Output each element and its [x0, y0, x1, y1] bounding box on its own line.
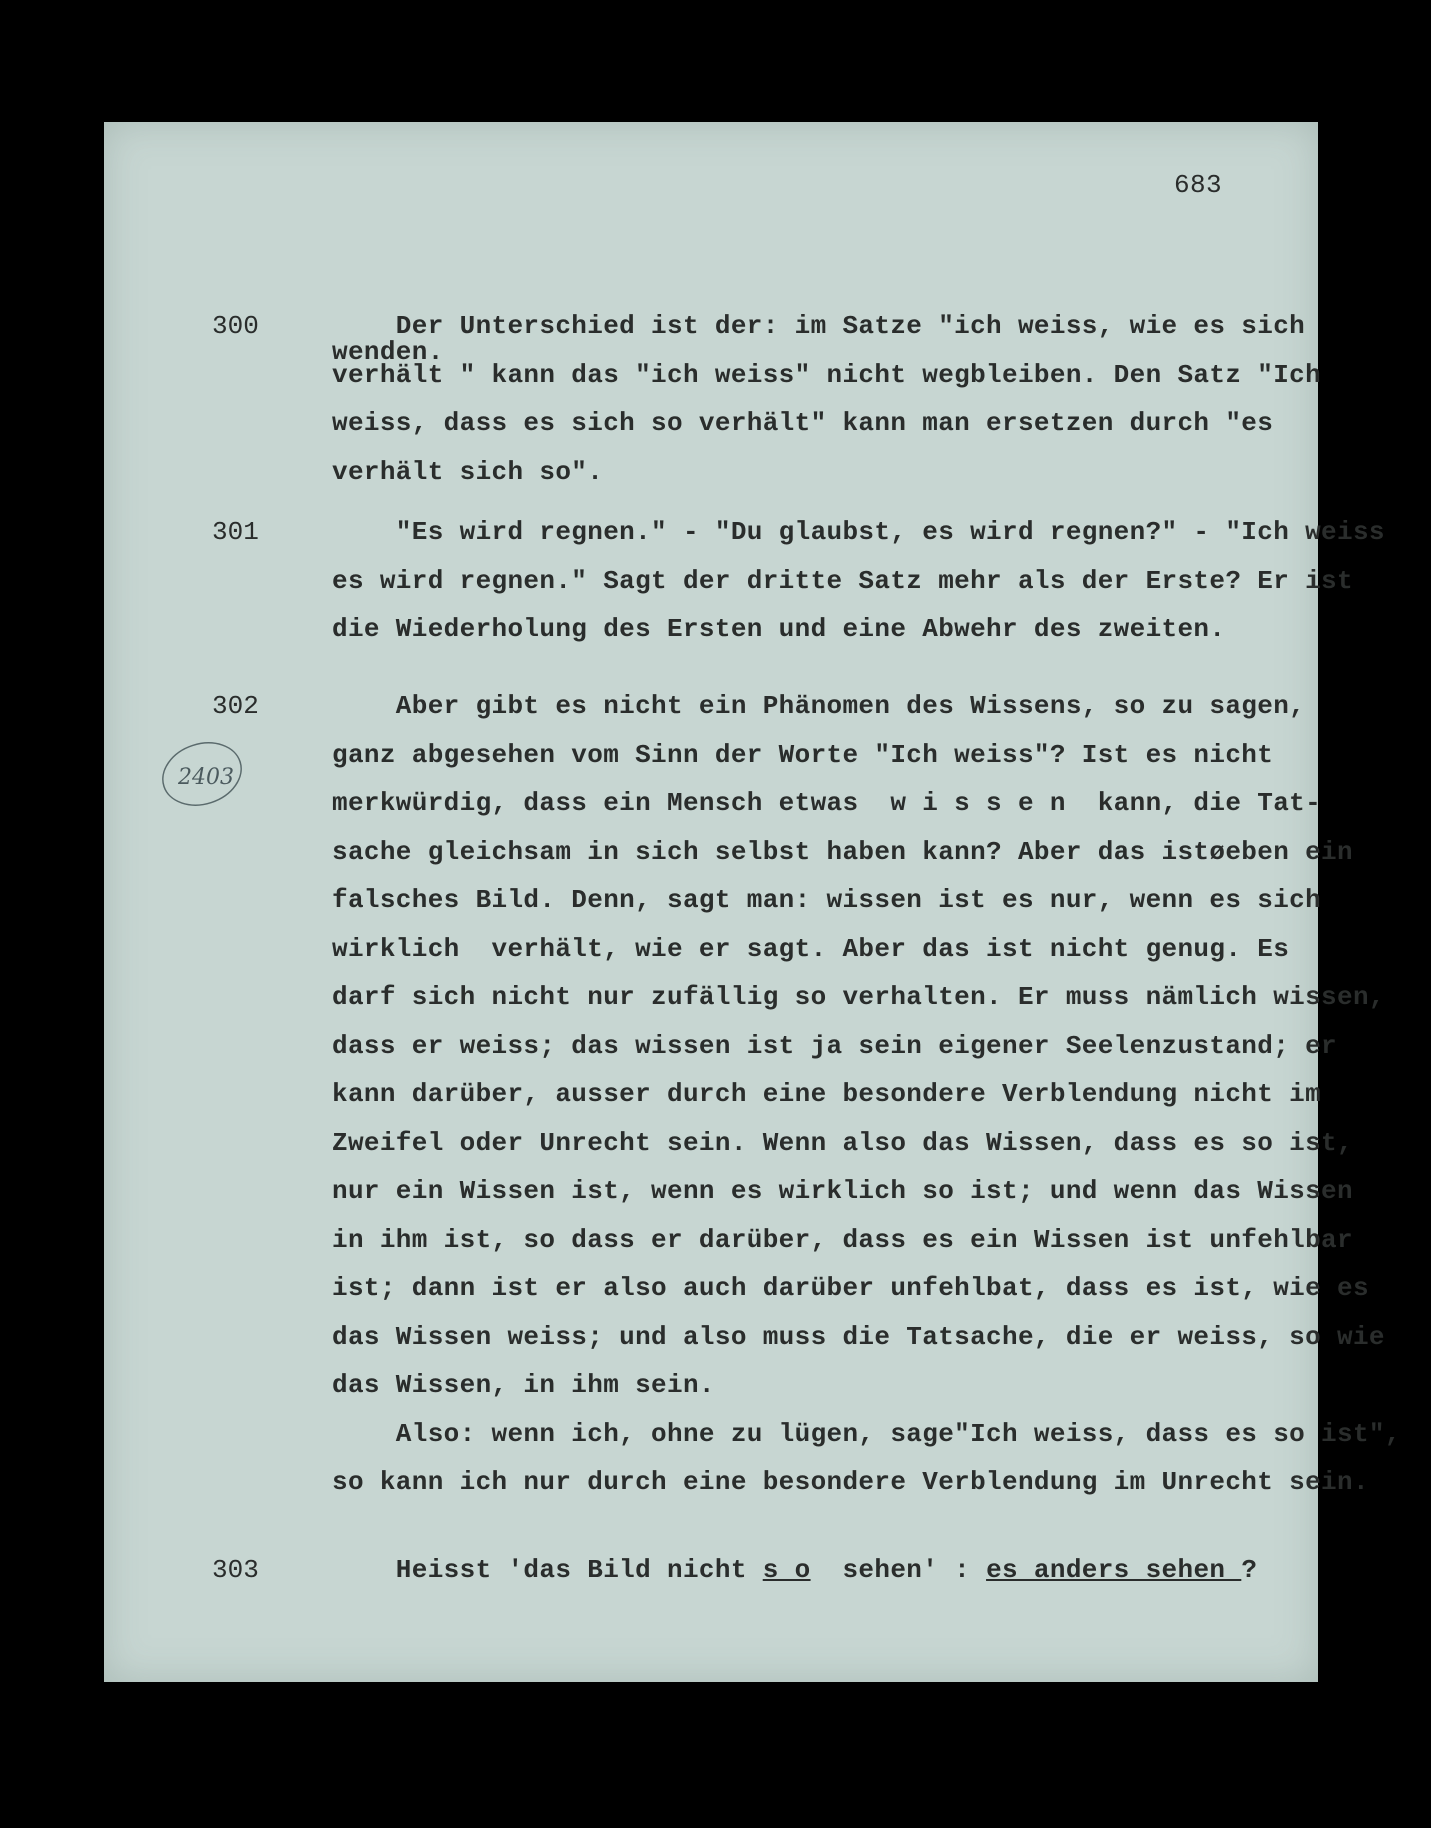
text-segment: ?	[1241, 1555, 1258, 1585]
text-segment: Heisst 'das Bild nicht	[332, 1555, 763, 1585]
text-line: wirklich verhält, wie er sagt. Aber das ist nicht genug. Es	[332, 933, 1290, 964]
text-line: die Wiederholung des Ersten und eine Abwehr des zweiten.	[332, 614, 1226, 644]
section-300-text	[332, 302, 1321, 496]
underlined-text: es anders sehen	[986, 1555, 1242, 1585]
text-line	[332, 1546, 1257, 1595]
text-line: ganz abgesehen vom Sinn der Worte "Ich weiss"? Ist es nicht	[332, 739, 1274, 770]
section-302-text	[332, 682, 1401, 1507]
handwritten-note-text: 2403	[178, 765, 234, 790]
section-303-text	[332, 1546, 1257, 1595]
text-line: "Es wird regnen." - "Du glaubst, es wird regnen?" - "Ich weiss	[332, 517, 1385, 547]
page-number: 683	[1174, 170, 1223, 200]
text-line: verhält sich so".	[332, 456, 604, 487]
text-line: in ihm ist, so dass er darüber, dass es ein Wissen ist unfehlbar	[332, 1224, 1353, 1255]
document-page	[104, 122, 1401, 1682]
section-number-303: 303	[212, 1555, 259, 1585]
section-301-text	[332, 508, 1385, 654]
text-line: nur ein Wissen ist, wenn es wirklich so ist; und wenn das Wissen	[332, 1176, 1353, 1206]
text-line: kann darüber, ausser durch eine besondere Verblendung nicht im	[332, 1079, 1322, 1109]
text-line: das Wissen weiss; und also muss die Tatsache, die er weiss, so wie	[332, 1321, 1385, 1352]
handwritten-circled-note	[156, 740, 246, 808]
text-line: merkwürdig, dass ein Mensch etwas w i s s e n kann, die Tat-	[332, 788, 1322, 818]
section-number-302: 302	[212, 691, 259, 721]
text-segment: sehen' :	[810, 1555, 987, 1585]
text-line: dass er weiss; das wissen ist ja sein eigener Seelenzustand; er	[332, 1030, 1338, 1061]
text-line: verhält " kann das "ich weiss" nicht wegbleiben. Den Satz "Ich	[332, 359, 1322, 390]
section-number-301: 301	[212, 517, 259, 547]
text-line: Der Unterschied ist der: im Satze "ich weiss, wie es sich	[332, 311, 1306, 341]
section-number-300: 300	[212, 311, 259, 341]
text-line: das Wissen, in ihm sein.	[332, 1370, 715, 1400]
text-line: Also: wenn ich, ohne zu lügen, sage"Ich weiss, dass es so ist",	[332, 1418, 1401, 1449]
lead-line: wenden.	[332, 337, 444, 367]
text-line: Aber gibt es nicht ein Phänomen des Wissens, so zu sagen,	[332, 691, 1306, 721]
text-line: so kann ich nur durch eine besondere Verblendung im Unrecht sein.	[332, 1467, 1369, 1497]
text-line: Zweifel oder Unrecht sein. Wenn also das Wissen, dass es so ist,	[332, 1127, 1353, 1158]
text-line: ist; dann ist er also auch darüber unfehlbat, dass es ist, wie es	[332, 1273, 1369, 1303]
underlined-text: s o	[762, 1555, 811, 1585]
text-line: es wird regnen." Sagt der dritte Satz mehr als der Erste? Er ist	[332, 565, 1353, 596]
text-line: weiss, dass es sich so verhält" kann man ersetzen durch "es	[332, 408, 1274, 438]
text-line: darf sich nicht nur zufällig so verhalten. Er muss nämlich wissen,	[332, 982, 1385, 1012]
text-line: falsches Bild. Denn, sagt man: wissen ist es nur, wenn es sich	[332, 885, 1322, 915]
text-line: sache gleichsam in sich selbst haben kann? Aber das istøeben ein	[332, 836, 1353, 867]
